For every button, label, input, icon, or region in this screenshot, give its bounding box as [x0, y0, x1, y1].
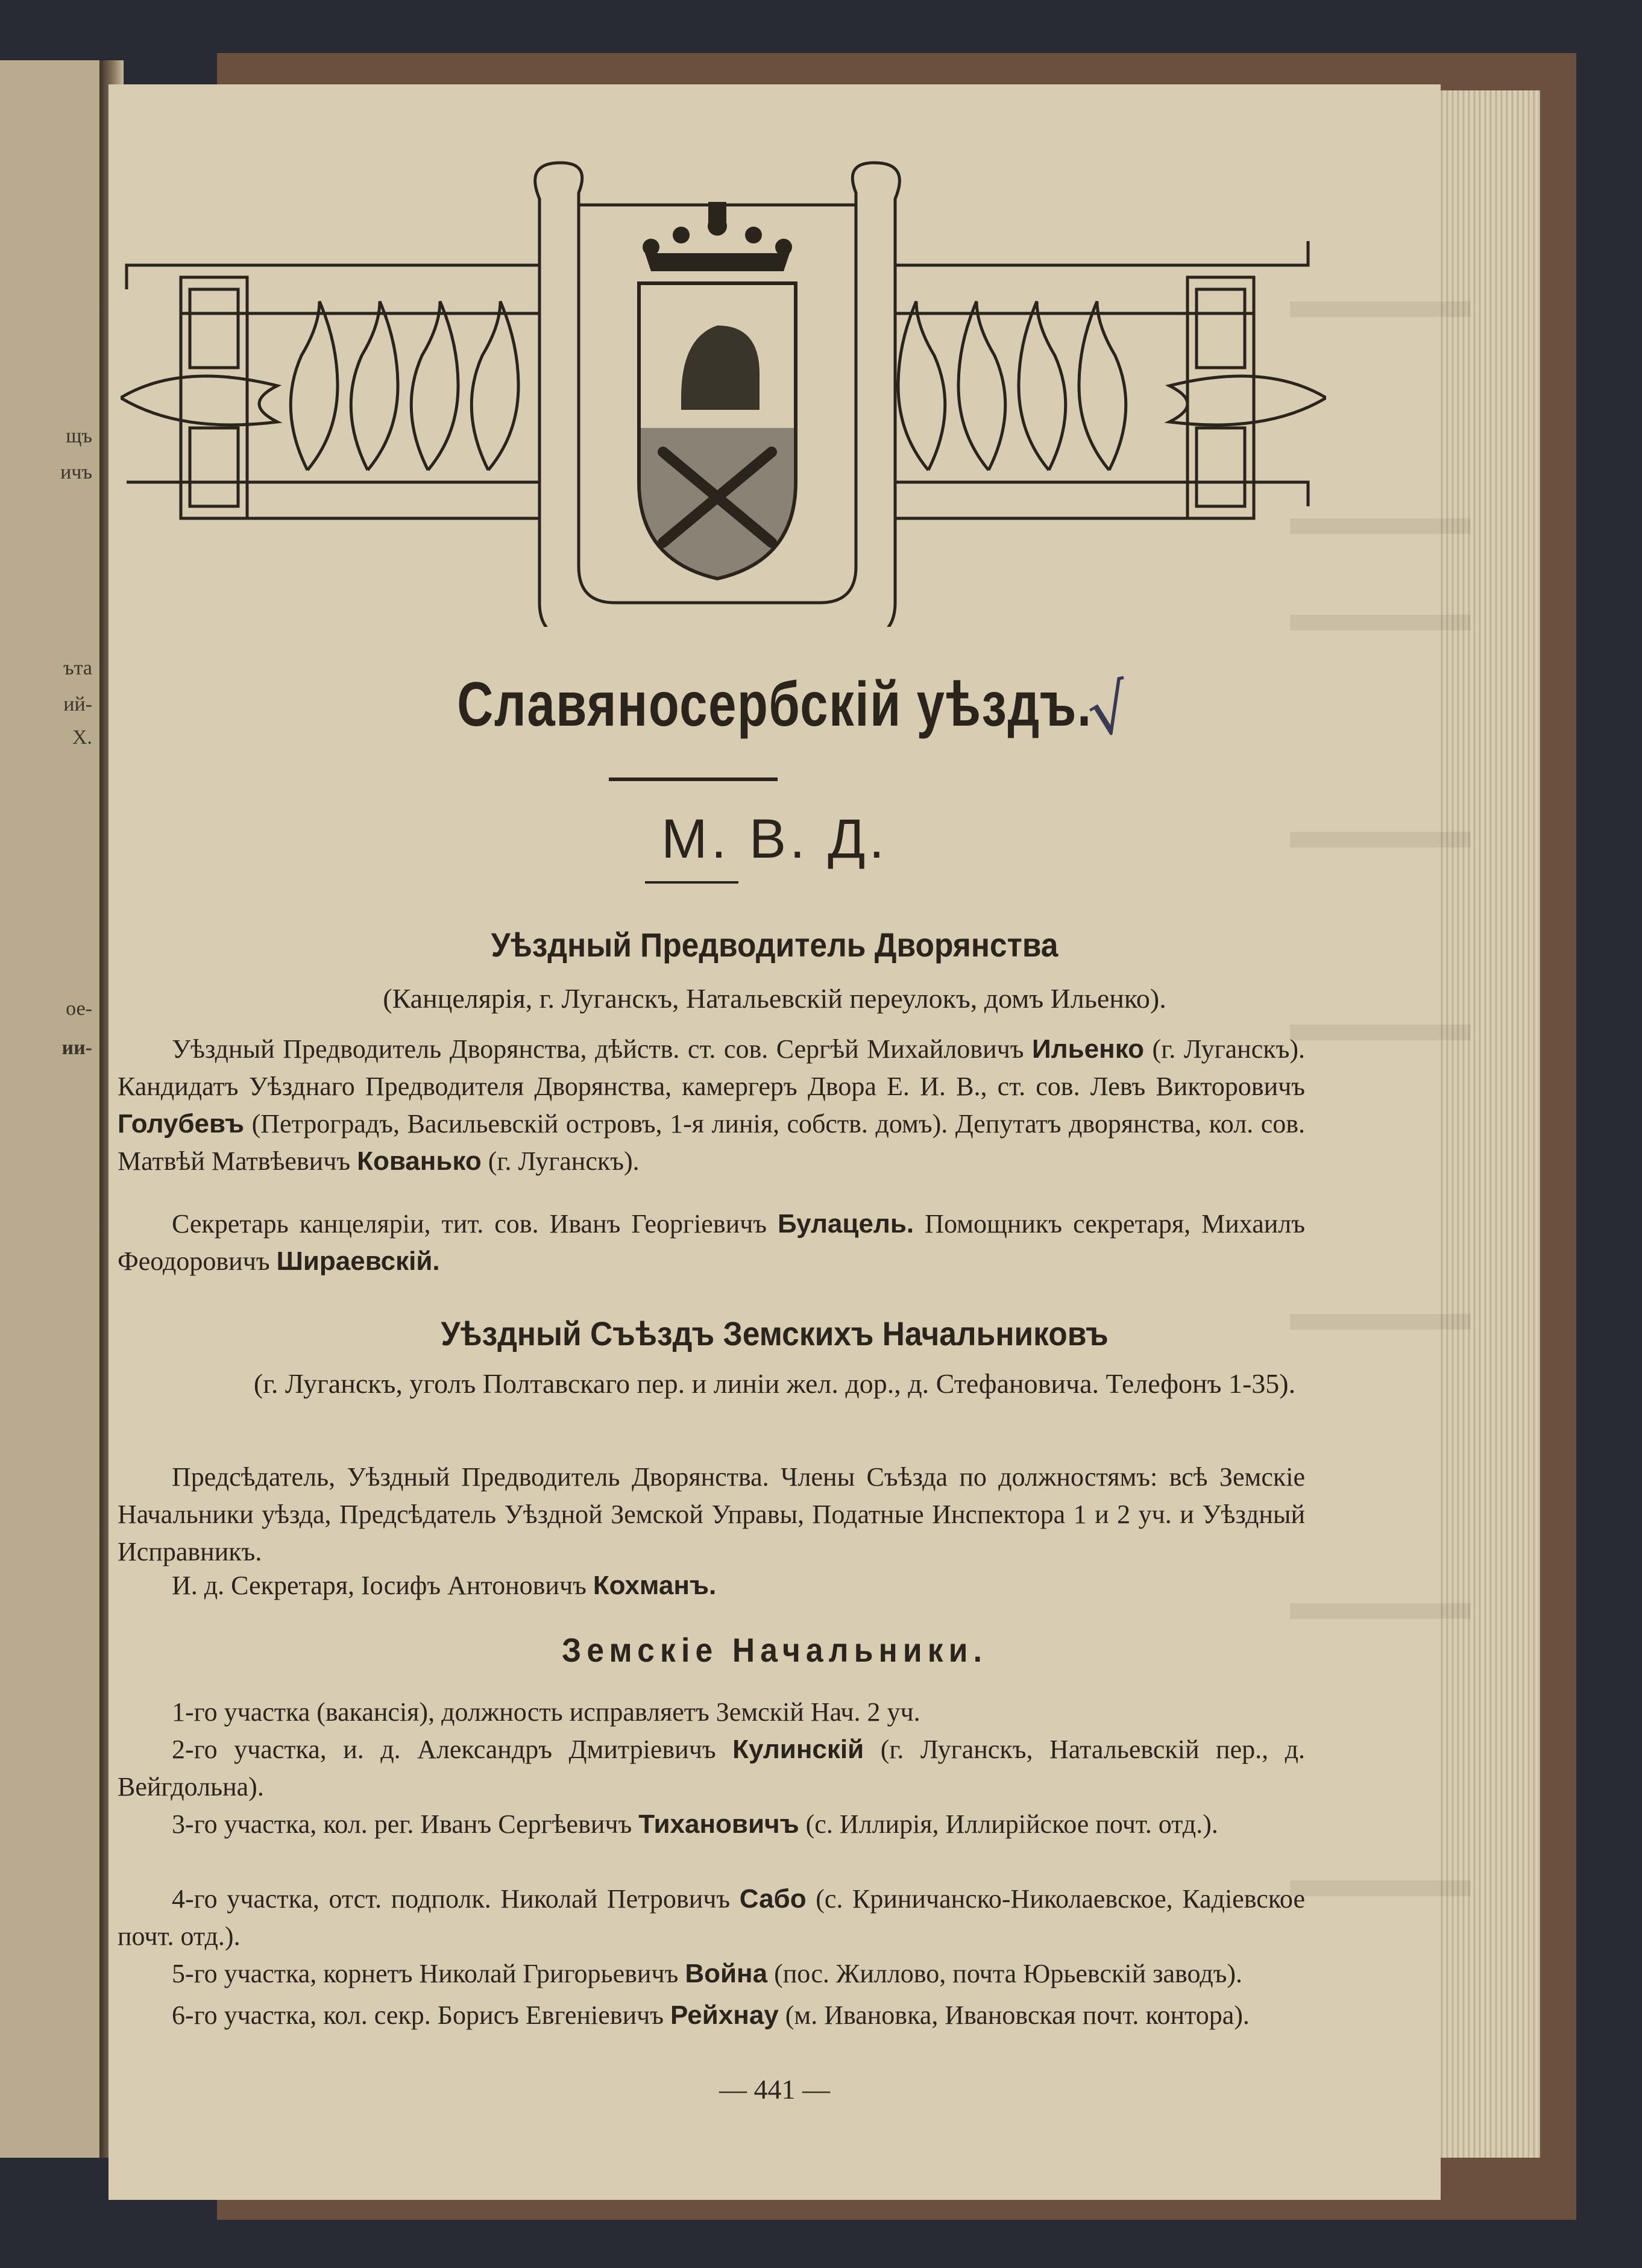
left-page-fragment: ий- — [63, 693, 92, 715]
person-name: Булацель. — [778, 1209, 914, 1239]
title-divider — [609, 777, 778, 781]
document-title: Славяносербскій уѣздъ. — [457, 670, 1092, 740]
person-name: Война — [685, 1959, 768, 1988]
entry-district-6: 6-го участка, кол. секр. Борисъ Евгеніевичъ Рейхнау (м. Ивановка, Ивановская почт. контора). — [172, 2000, 1250, 2030]
person-name: Голубевъ — [118, 1109, 245, 1139]
section-label: М. В. Д. — [661, 808, 889, 870]
heading-note: (г. Луганскъ, уголъ Полтавскаго пер. и линіи жел. дор., д. Стефановича. Телефонъ 1-35). — [253, 1368, 1296, 1399]
left-page-fragment: ъта — [63, 657, 92, 679]
paragraph-acting-secretary: И. д. Секретаря, Іосифъ Антоновичъ Кохманъ. — [172, 1571, 717, 1600]
entry-district-1: 1-го участка (вакансія), должность исправляетъ Земскій Нач. 2 уч. — [172, 1697, 920, 1727]
heading-note: (Канцелярія, г. Луганскъ, Натальевскій переулокъ, домъ Ильенко). — [383, 983, 1166, 1014]
left-page-fragment: ичъ — [60, 461, 92, 483]
left-page-fragment: щъ — [66, 425, 92, 447]
left-page-fragment: ии- — [61, 1037, 92, 1059]
paragraph-secretary: Секретарь канцеляріи, тит. сов. Иванъ Георгіевичъ Булацель. Помощникъ секретаря, Михаилъ Феодоровичъ Шираевскій. — [118, 1209, 1306, 1276]
section-divider — [645, 881, 738, 884]
entry-district-5: 5-го участка, корнетъ Николай Григорьевичъ Война (пос. Жиллово, почта Юрьевскій заводъ). — [172, 1959, 1243, 1988]
header-ornament — [121, 145, 1326, 627]
handwritten-checkmark: √ — [1080, 668, 1138, 753]
entry-district-2: 2-го участка, и. д. Александръ Дмитріевичъ Кулинскій (г. Луганскъ, Натальевскій пер., д. Вейгдольна). — [118, 1735, 1305, 1802]
page-number: — 441 — — [719, 2074, 830, 2105]
person-name: Кохманъ. — [593, 1571, 717, 1600]
left-page-fragment: ое- — [66, 997, 92, 1020]
page-edge — [1438, 90, 1540, 2158]
person-name: Ильенко — [1032, 1034, 1145, 1064]
heading-marshal-of-nobility: Уѣздный Предводитель Дворянства — [491, 926, 1058, 964]
heading-zemstvo-chiefs: Земскіе Начальники. — [561, 1631, 988, 1669]
person-name: Сабо — [739, 1884, 807, 1914]
person-name: Рейхнау — [670, 2000, 779, 2030]
heading-congress: Уѣздный Съѣздъ Земскихъ Начальниковъ — [441, 1315, 1109, 1352]
paragraph-marshal: Уѣздный Предводитель Дворянства, дѣйств. ст. сов. Сергѣй Михайловичъ Ильенко (г. Луганскъ). Кандидатъ Уѣзднаго Предводителя Дворянства, камергеръ Двора Е. И. В., ст. сов. Левъ Викторовичъ Голубевъ (Петроградъ, Васильевскій островъ, 1-я линія, собств. домъ). Депутатъ дворянства, кол. сов. Матвѣй Матвѣевичъ Кованько (г. Луганскъ). — [118, 1034, 1306, 1176]
left-page-fragment: Х. — [72, 726, 92, 749]
person-name: Кованько — [357, 1146, 482, 1176]
entry-district-4: 4-го участка, отст. подполк. Николай Петровичъ Сабо (с. Криничанско-Николаевское, Кадіевское почт. отд.). — [118, 1884, 1305, 1951]
left-page — [0, 60, 105, 2158]
person-name: Тихановичъ — [638, 1809, 799, 1839]
entry-district-3: 3-го участка, кол. рег. Иванъ Сергѣевичъ Тихановичъ (с. Иллирія, Иллирійское почт. отд.). — [172, 1809, 1218, 1839]
person-name: Шираевскій. — [276, 1246, 440, 1276]
person-name: Кулинскій — [732, 1735, 864, 1764]
paragraph-congress: Предсѣдатель, Уѣздный Предводитель Дворянства. Члены Съѣзда по должностямъ: всѣ Земскіе Начальники уѣзда, Предсѣдатель Уѣздной Земской Управы, Податные Инспектора 1 и 2 уч. и Уѣздный Исправникъ. — [118, 1462, 1305, 1566]
